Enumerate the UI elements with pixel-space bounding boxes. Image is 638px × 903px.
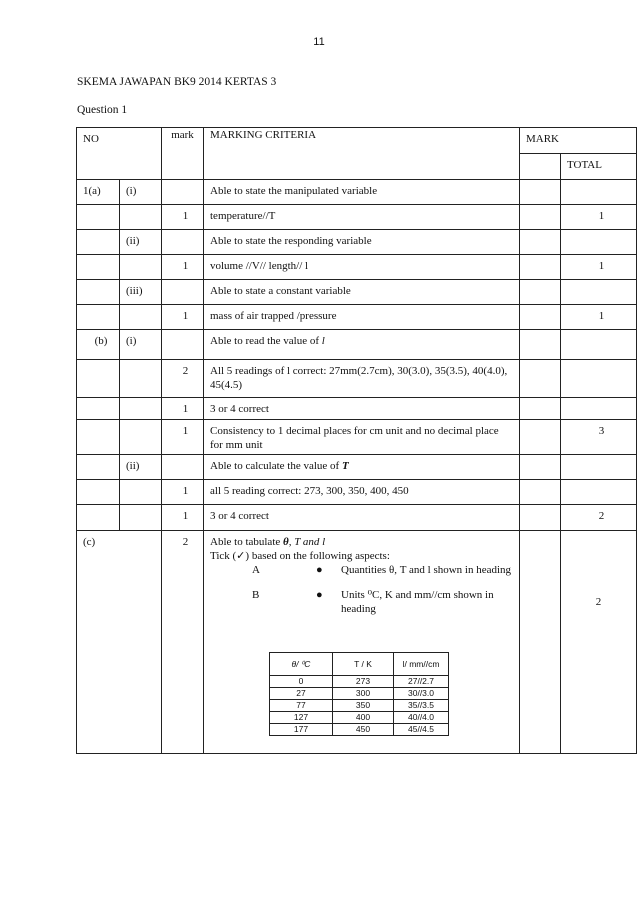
row-mark-cell — [520, 280, 561, 305]
aspect-letter: B — [252, 589, 260, 601]
row-no — [77, 455, 120, 480]
header-marking-criteria: MARKING CRITERIA — [204, 128, 520, 180]
row-sub — [120, 398, 162, 420]
row-total — [561, 280, 637, 305]
row-c-mark: 2 — [162, 531, 204, 754]
inner-cell: 77 — [270, 700, 333, 712]
aspect-text: Quantities θ, T and l shown in heading — [341, 564, 512, 576]
row-mark: 2 — [162, 360, 204, 398]
row-sub — [120, 305, 162, 330]
row-no — [77, 398, 120, 420]
row-mark: 1 — [162, 305, 204, 330]
inner-cell: 450 — [333, 724, 394, 736]
inner-cell: 45//4.5 — [394, 724, 449, 736]
row-c-line1-prefix: Able to tabulate — [210, 536, 284, 548]
row-mark-cell — [520, 480, 561, 505]
row-criteria: Able to state a constant variable — [204, 280, 520, 305]
inner-cell: 127 — [270, 712, 333, 724]
inner-cell: 27//2.7 — [394, 676, 449, 688]
row-sub: (i) — [120, 330, 162, 360]
inner-cell: 0 — [270, 676, 333, 688]
row-mark — [162, 180, 204, 205]
row-no — [77, 505, 120, 531]
inner-cell: 350 — [333, 700, 394, 712]
row-total — [561, 230, 637, 255]
row-mark: 1 — [162, 420, 204, 455]
row-total — [561, 480, 637, 505]
row-c-total: 2 — [561, 531, 637, 754]
inner-header-l: l/ mm//cm — [394, 653, 449, 676]
header-total: TOTAL — [561, 154, 637, 180]
row-mark-cell — [520, 205, 561, 230]
header-mark: mark — [162, 128, 204, 180]
bullet-icon: ● — [316, 589, 323, 601]
row-c-line2: Tick (✓) based on the following aspects: — [210, 550, 390, 562]
theta-symbol: θ — [283, 536, 289, 548]
row-sub — [120, 480, 162, 505]
criteria-text: Able to calculate the value of — [210, 460, 342, 472]
row-sub — [120, 360, 162, 398]
row-c-no: (c) — [77, 531, 162, 754]
row-criteria: Consistency to 1 decimal places for cm unit and no decimal place for mm unit — [204, 420, 520, 455]
aspect-letter: A — [252, 564, 260, 576]
row-criteria: Able to state the responding variable — [204, 230, 520, 255]
inner-row — [270, 676, 449, 688]
row-sub — [120, 420, 162, 455]
row-criteria: mass of air trapped /pressure — [204, 305, 520, 330]
row-mark-cell — [520, 398, 561, 420]
row-no — [77, 480, 120, 505]
row-total: 1 — [561, 255, 637, 280]
inner-cell: 300 — [333, 688, 394, 700]
row-mark: 1 — [162, 398, 204, 420]
row-no: (b) — [77, 330, 120, 360]
row-total: 3 — [561, 420, 637, 455]
row-criteria: volume //V// length// l — [204, 255, 520, 280]
row-no — [77, 280, 120, 305]
inner-row — [270, 700, 449, 712]
inner-cell: 30//3.0 — [394, 688, 449, 700]
row-criteria: Able to state the manipulated variable — [204, 180, 520, 205]
row-criteria: temperature//T — [204, 205, 520, 230]
header-no: NO — [77, 128, 162, 180]
row-total — [561, 180, 637, 205]
row-mark — [162, 330, 204, 360]
row-sub: (iii) — [120, 280, 162, 305]
aspect-a — [210, 563, 513, 580]
inner-header-T: T / K — [333, 653, 394, 676]
row-criteria: all 5 reading correct: 273, 300, 350, 400, 450 — [204, 480, 520, 505]
row-c-criteria — [204, 531, 520, 754]
sample-data-table — [269, 652, 449, 736]
row-criteria — [204, 330, 520, 360]
row-no — [77, 360, 120, 398]
row-mark-cell — [520, 230, 561, 255]
row-total: 2 — [561, 505, 637, 531]
criteria-text: Able to read the value of — [210, 335, 322, 347]
row-total — [561, 455, 637, 480]
row-mark — [162, 280, 204, 305]
row-sub — [120, 505, 162, 531]
row-total — [561, 330, 637, 360]
inner-cell: 400 — [333, 712, 394, 724]
row-total: 1 — [561, 205, 637, 230]
row-sub — [120, 205, 162, 230]
row-sub: (ii) — [120, 230, 162, 255]
row-sub: (ii) — [120, 455, 162, 480]
row-total — [561, 398, 637, 420]
row-sub — [120, 255, 162, 280]
row-no: 1(a) — [77, 180, 120, 205]
inner-cell: 40//4.0 — [394, 712, 449, 724]
row-mark-cell — [520, 420, 561, 455]
row-c-line1-rest: , T and l — [288, 536, 326, 548]
row-no — [77, 230, 120, 255]
row-mark-cell — [520, 505, 561, 531]
row-total: 1 — [561, 305, 637, 330]
row-mark-cell — [520, 180, 561, 205]
row-mark-cell — [520, 360, 561, 398]
row-mark — [162, 455, 204, 480]
document-title: SKEMA JAWAPAN BK9 2014 KERTAS 3 — [77, 76, 277, 88]
row-criteria: 3 or 4 correct — [204, 398, 520, 420]
row-mark: 1 — [162, 480, 204, 505]
row-no — [77, 255, 120, 280]
inner-cell: 35//3.5 — [394, 700, 449, 712]
row-mark: 1 — [162, 255, 204, 280]
row-sub: (i) — [120, 180, 162, 205]
inner-cell: 273 — [333, 676, 394, 688]
row-c-line1 — [210, 535, 513, 549]
question-label: Question 1 — [77, 104, 128, 116]
inner-cell: 27 — [270, 688, 333, 700]
inner-cell: 177 — [270, 724, 333, 736]
row-criteria — [204, 455, 520, 480]
inner-header-theta: θ/ ⁰C — [270, 653, 333, 676]
inner-row — [270, 724, 449, 736]
row-mark-cell — [520, 330, 561, 360]
variable-l: l — [321, 335, 325, 347]
page-number: 11 — [313, 36, 325, 48]
aspect-text: Units ⁰C, K and mm//cm shown in heading — [341, 589, 494, 615]
variable-T: T — [341, 460, 349, 472]
row-total — [561, 360, 637, 398]
row-no — [77, 305, 120, 330]
row-no — [77, 205, 120, 230]
row-mark-cell — [520, 305, 561, 330]
row-no — [77, 420, 120, 455]
header-mark-group: MARK — [520, 128, 637, 154]
row-c-mark-cell — [520, 531, 561, 754]
marking-scheme-table — [76, 127, 637, 754]
aspect-b — [210, 588, 513, 618]
row-mark-cell — [520, 455, 561, 480]
row-mark: 1 — [162, 505, 204, 531]
inner-row — [270, 712, 449, 724]
row-mark: 1 — [162, 205, 204, 230]
bullet-icon: ● — [316, 564, 323, 576]
row-criteria: All 5 readings of l correct: 27mm(2.7cm), 30(3.0), 35(3.5), 40(4.0), 45(4.5) — [204, 360, 520, 398]
row-criteria: 3 or 4 correct — [204, 505, 520, 531]
inner-row — [270, 688, 449, 700]
header-mark-blank — [520, 154, 561, 180]
row-mark-cell — [520, 255, 561, 280]
row-mark — [162, 230, 204, 255]
